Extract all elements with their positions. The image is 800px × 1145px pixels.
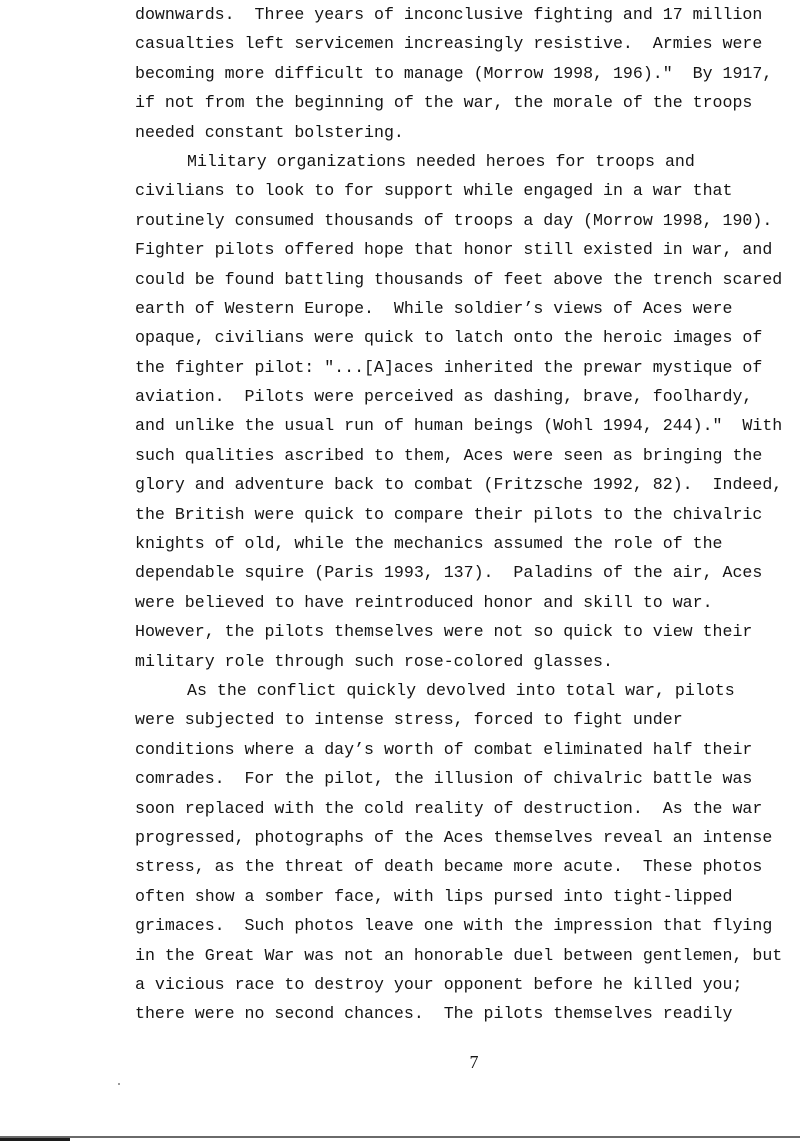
text-line: the British were quick to compare their pilots to the chivalric: [135, 504, 763, 524]
text-line: earth of Western Europe. While soldier’s views of Aces were: [135, 298, 733, 318]
text-line: if not from the beginning of the war, the morale of the troops: [135, 93, 753, 113]
text-line: comrades. For the pilot, the illusion of chivalric battle was: [135, 769, 753, 789]
text-line: the fighter pilot: "...[A]aces inherited the prewar mystique of: [135, 357, 763, 377]
paragraph: [135, 676, 800, 1029]
text-line: Military organizations needed heroes for troops and: [187, 151, 695, 171]
text-line: casualties left servicemen increasingly resistive. Armies were: [135, 34, 763, 54]
text-line: were subjected to intense stress, forced to fight under: [135, 710, 683, 730]
text-line: Fighter pilots offered hope that honor still existed in war, and: [135, 240, 773, 260]
text-line: grimaces. Such photos leave one with the impression that flying: [135, 916, 773, 936]
text-line: soon replaced with the cold reality of destruction. As the war: [135, 798, 763, 818]
text-line: As the conflict quickly devolved into total war, pilots: [187, 680, 735, 700]
text-line: becoming more difficult to manage (Morrow 1998, 196)." By 1917,: [135, 63, 773, 83]
text-line: glory and adventure back to combat (Fritzsche 1992, 82). Indeed,: [135, 475, 783, 495]
scan-edge: [0, 1136, 800, 1145]
text-line: routinely consumed thousands of troops a day (Morrow 1998, 190).: [135, 210, 773, 230]
text-line: needed constant bolstering.: [135, 122, 404, 142]
scan-edge-mark: [0, 1138, 70, 1141]
body-text: [135, 0, 800, 1029]
text-line: in the Great War was not an honorable duel between gentlemen, but: [135, 945, 783, 965]
text-line: knights of old, while the mechanics assumed the role of the: [135, 534, 723, 554]
page-number: 7: [469, 1052, 479, 1072]
text-line: dependable squire (Paris 1993, 137). Paladins of the air, Aces: [135, 563, 763, 583]
paragraph: [135, 147, 800, 676]
scan-speck: [118, 1083, 120, 1085]
text-line: such qualities ascribed to them, Aces were seen as bringing the: [135, 445, 763, 465]
text-line: were believed to have reintroduced honor and skill to war.: [135, 592, 713, 612]
text-line: civilians to look to for support while engaged in a war that: [135, 181, 733, 201]
text-line: aviation. Pilots were perceived as dashing, brave, foolhardy,: [135, 387, 753, 407]
text-line: a vicious race to destroy your opponent before he killed you;: [135, 974, 743, 994]
text-line: often show a somber face, with lips pursed into tight-lipped: [135, 886, 733, 906]
text-line: opaque, civilians were quick to latch onto the heroic images of: [135, 328, 763, 348]
paragraph: [135, 0, 800, 147]
text-line: progressed, photographs of the Aces themselves reveal an intense: [135, 827, 773, 847]
text-line: could be found battling thousands of feet above the trench scared: [135, 269, 783, 289]
scan-edge-line: [0, 1136, 800, 1138]
text-line: downwards. Three years of inconclusive fighting and 17 million: [135, 5, 763, 24]
text-line: conditions where a day’s worth of combat eliminated half their: [135, 739, 753, 759]
text-line: However, the pilots themselves were not so quick to view their: [135, 622, 753, 642]
text-line: there were no second chances. The pilots themselves readily: [135, 1004, 733, 1024]
text-line: and unlike the usual run of human beings (Wohl 1994, 244)." With: [135, 416, 783, 436]
text-line: military role through such rose-colored glasses.: [135, 651, 613, 671]
text-line: stress, as the threat of death became more acute. These photos: [135, 857, 763, 877]
